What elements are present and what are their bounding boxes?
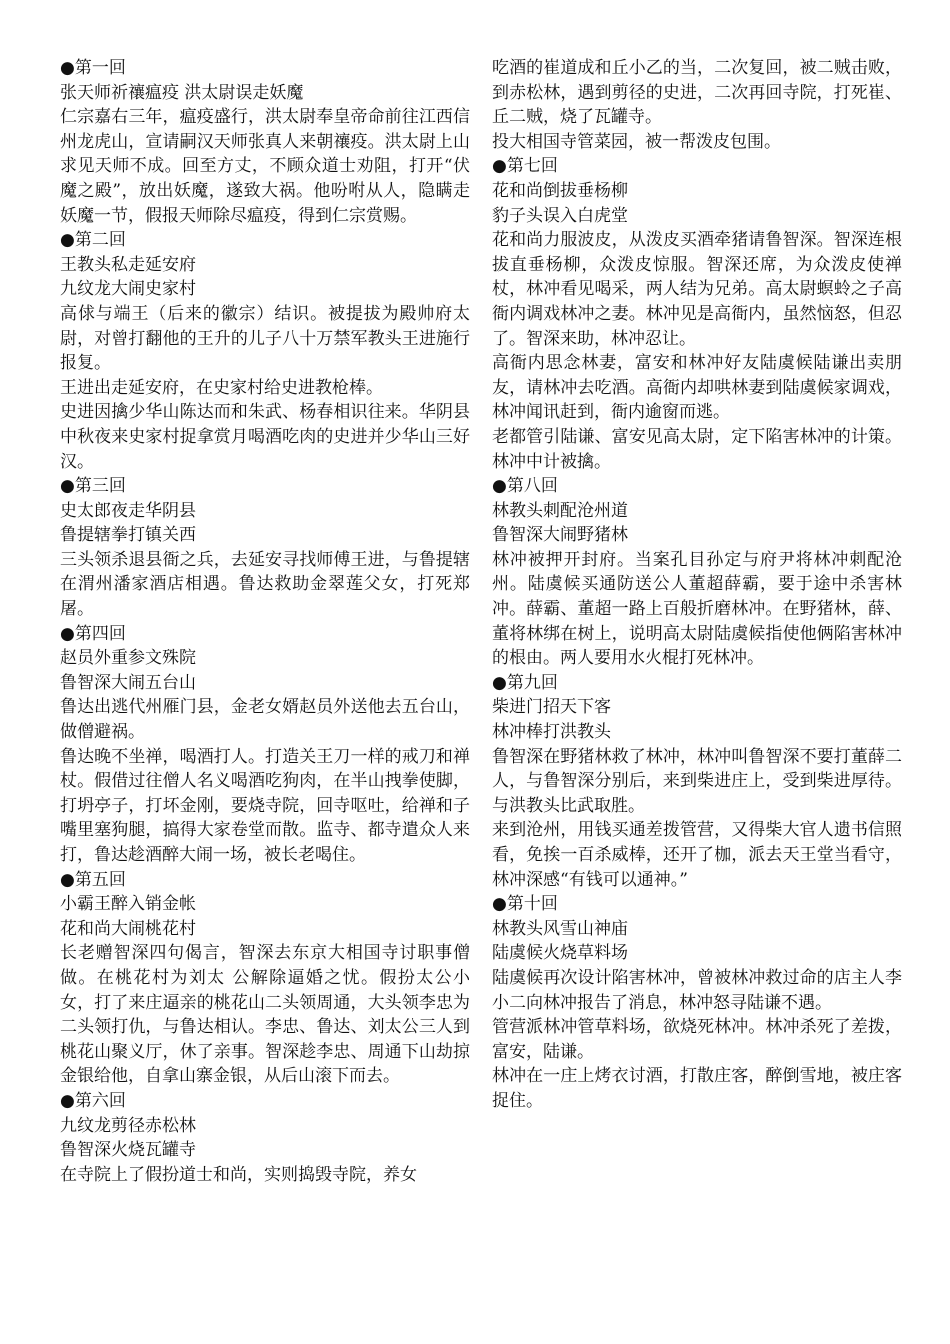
chapter-subtitle: 豹子头误入白虎堂	[492, 205, 628, 226]
chapter-subtitle: 柴进门招天下客	[492, 697, 611, 718]
chapter-heading: ●第二回	[60, 230, 126, 251]
chapter-subtitle: 九纹龙大闹史家村	[60, 279, 196, 300]
chapter-subtitle: 鲁提辖拳打镇关西	[60, 525, 196, 546]
chapter-heading: ●第一回	[60, 58, 126, 78]
chapter-heading: ●第八回	[492, 476, 558, 497]
chapter-paragraph: 林冲被押开封府。当案孔目孙定与府尹将林冲刺配沧州。陆虞候买通防送公人董超薛霸，要于途中杀害林冲。薛霸、董超一路上百般折磨林冲。在野猪林，薛、董将林绑在树上，说明高太尉陆虞候指使他俩陷害林冲的根由。两人要用水火棍打死林冲。	[492, 549, 902, 669]
chapter-block	[60, 868, 470, 1089]
chapter-paragraph: 鲁智深在野猪林救了林冲，林冲叫鲁智深不要打董薛二人，与鲁智深分别后，来到柴进庄上，受到柴进厚待。与洪教头比武取胜。	[492, 746, 902, 816]
chapter-heading: ●第十回	[492, 894, 558, 915]
chapter-paragraph: 花和尚力服波皮，从泼皮买酒牵猪请鲁智深。智深连根拔直垂杨柳，众泼皮惊服。智深还席，为众泼皮使禅杖，林冲看见喝采，两人结为兄弟。高太尉螟蛉之子高衙内调戏林冲之妻。林冲见是高衙内，虽然恼怒，但忍了。智深来助，林冲忍让。	[492, 230, 902, 349]
chapter-block	[60, 56, 470, 228]
chapter-subtitle: 九纹龙剪径赤松林	[60, 1115, 196, 1136]
chapter-paragraph: 三头领杀退县衙之兵，去延安寻找师傅王进，与鲁提辖在渭州潘家酒店相遇。鲁达救助金翠莲父女，打死郑屠。	[60, 549, 470, 620]
chapter-subtitle: 林教头刺配沧州道	[492, 500, 628, 521]
right-column	[492, 56, 902, 1114]
chapter-subtitle: 花和尚倒拔垂杨柳	[492, 180, 628, 201]
chapter-subtitle: 花和尚大闹桃花村	[60, 918, 196, 939]
chapter-paragraph: 林冲在一庄上烤衣讨酒，打散庄客，醉倒雪地，被庄客捉住。	[492, 1066, 902, 1111]
chapter-heading: ●第六回	[60, 1090, 126, 1111]
chapter-paragraph: 史进因擒少华山陈达而和朱武、杨春相识往来。华阴县中秋夜来史家村捉拿赏月喝酒吃肉的史进并少华山三好汉。	[60, 402, 470, 472]
chapter-heading: ●第七回	[492, 156, 558, 177]
chapter-paragraph: 高俅与端王（后来的徽宗）结识。被提拔为殿帅府太尉，对曾打翻他的王升的儿子八十万禁军教头王进施行报复。	[60, 303, 470, 374]
left-column	[60, 56, 470, 1187]
chapter-paragraph: 长老赠智深四句偈言，智深去东京大相国寺讨职事僧做。在桃花村为刘太 公解除逼婚之忧。假扮太公小女，打了来庄逼亲的桃花山二头领周通，大头领李忠为二头领打仇，与鲁达相认。李忠、鲁达、刘太公三人到桃花山聚义厅，休了亲事。智深趁李忠、周通下山劫掠金银给他，自拿山寨金银，从后山滚下而去。	[60, 943, 470, 1087]
chapter-subtitle: 张天师祈禳瘟疫 洪太尉误走妖魔	[60, 82, 304, 103]
chapter-paragraph: 投大相国寺管菜园，被一帮泼皮包围。	[492, 131, 781, 152]
chapter-heading: ●第九回	[492, 672, 558, 693]
chapter-heading: ●第五回	[60, 869, 126, 890]
chapter-block	[492, 154, 902, 474]
chapter-subtitle: 鲁智深大闹五台山	[60, 672, 196, 693]
chapter-paragraph: 老都管引陆谦、富安见高太尉，定下陷害林冲的计策。林冲中计被擒。	[492, 426, 902, 472]
chapter-subtitle: 鲁智深火烧瓦罐寺	[60, 1140, 196, 1161]
chapter-paragraph: 仁宗嘉右三年，瘟疫盛行，洪太尉奉皇帝命前往江西信州龙虎山，宣请嗣汉天师张真人来朝禳疫。洪太尉上山求见天师不成。回至方丈，不顾众道士劝阻，打开“伏魔之殿”，放出妖魔，遂致大祸。他吩咐从人，隐瞒走妖魔一节，假报天师除尽瘟疫，得到仁宗赏赐。	[60, 107, 470, 226]
chapter-subtitle: 史太郎夜走华阴县	[60, 500, 196, 521]
chapter-block	[60, 622, 470, 868]
chapter-subtitle: 林教头风雪山神庙	[492, 918, 628, 939]
chapter-subtitle: 赵员外重参文殊院	[60, 648, 196, 669]
chapter-subtitle: 鲁智深大闹野猪林	[492, 525, 628, 546]
chapter-subtitle: 小霸王醉入销金帐	[60, 894, 196, 915]
chapter-paragraph: 管营派林冲管草料场，欲烧死林冲。林冲杀死了差拨，富安，陆谦。	[492, 1017, 902, 1062]
chapter-paragraph: 陆虞候再次设计陷害林冲，曾被林冲救过命的店主人李小二向林冲报告了消息，林冲怒寻陆谦不遇。	[492, 967, 902, 1013]
chapter-paragraph: 来到沧州，用钱买通差拨管营，又得柴大官人遗书信照看，免挨一百杀威棒，还开了枷，派去天王堂当看守，林冲深感“有钱可以通神。”	[492, 820, 902, 890]
chapter-block	[492, 474, 902, 671]
chapter-block	[492, 892, 902, 1113]
chapter-paragraph: 鲁达晚不坐禅，喝酒打人。打造关王刀一样的戒刀和禅杖。假借过往僧人名义喝酒吃狗肉，在半山拽拳使脚，打坍亭子，打坏金刚，要烧寺院，回寺呕吐，给禅和子嘴里塞狗腿，搞得大家卷堂而散。监寺、都寺遣众人来打，鲁达趁酒醉大闹一场，被长老喝住。	[60, 746, 470, 865]
chapter-paragraph: 吃酒的崔道成和丘小乙的当，二次复回，被二贼击败，到赤松林，遇到剪径的史进，二次再回寺院，打死崔、丘二贼，烧了瓦罐寺。	[492, 58, 902, 128]
chapter-subtitle: 林冲棒打洪教头	[492, 722, 611, 743]
chapter-block	[492, 671, 902, 892]
chapter-heading: ●第四回	[60, 623, 126, 644]
chapter-block	[60, 228, 470, 474]
chapter-paragraph: 在寺院上了假扮道士和尚，实则捣毁寺院，养女	[60, 1164, 417, 1185]
chapter-block	[60, 474, 470, 622]
chapter-subtitle: 王教头私走延安府	[60, 254, 196, 275]
chapter-block	[60, 1089, 470, 1187]
chapter-subtitle: 陆虞候火烧草料场	[492, 943, 628, 964]
chapter-paragraph: 高衙内思念林妻，富安和林冲好友陆虞候陆谦出卖朋友，请林冲去吃酒。高衙内却哄林妻到陆虞候家调戏，林冲闻讯赶到，衙内逾窗而逃。	[492, 353, 902, 423]
chapter-paragraph: 鲁达出逃代州雁门县，金老女婿赵员外送他去五台山，做僧避祸。	[60, 697, 470, 743]
chapter-paragraph: 王进出走延安府，在史家村给史进教枪棒。	[60, 377, 383, 398]
chapter-block	[492, 56, 902, 154]
chapter-heading: ●第三回	[60, 476, 126, 497]
